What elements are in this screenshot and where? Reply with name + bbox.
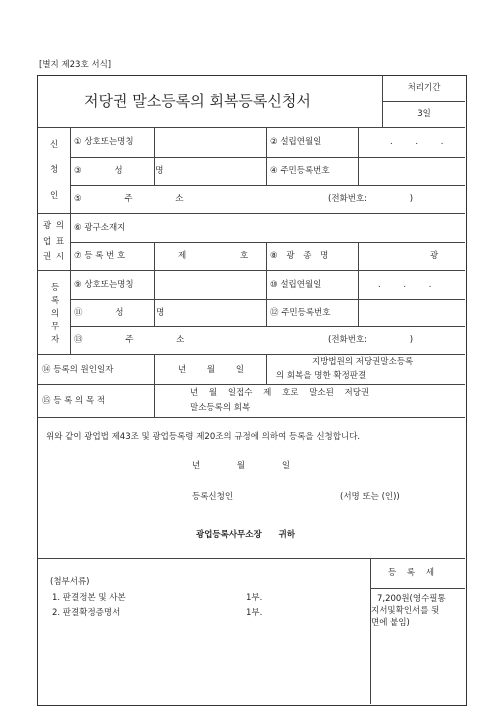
processing-period-label: 처리기간 bbox=[407, 83, 441, 93]
obligor-group-char: 록 bbox=[51, 296, 60, 306]
obligor-founding-date-label: ⑩ 설립연월일 bbox=[270, 280, 322, 290]
attachment-count: 1부. bbox=[246, 593, 263, 603]
obligor-founding-date-value[interactable]: . . . bbox=[378, 280, 442, 290]
registration-tax-line1: 7,200원(영수필통 bbox=[377, 594, 446, 604]
cause-text-line2: 의 회복을 명한 확정판결 bbox=[276, 371, 367, 381]
mineral-type-label: ⑧ 광 종 명 bbox=[270, 251, 329, 261]
obligor-id-label: ⑫ 주민등록번호 bbox=[270, 308, 331, 318]
mining-group-char: 광 의 bbox=[43, 221, 66, 231]
applicant-address-label: ⑤ 주 소 bbox=[74, 194, 184, 204]
applicant-group-char: 신 bbox=[50, 140, 59, 150]
applicant-name-value[interactable] bbox=[156, 138, 264, 148]
obligor-group-char: 등 bbox=[51, 283, 60, 293]
applicant-person-label: ③ 성 명 bbox=[74, 166, 164, 176]
registration-number-prefix: 제 bbox=[178, 251, 187, 261]
attachments-header: (첨부서류) bbox=[50, 577, 90, 587]
processing-period-value: 3일 bbox=[417, 109, 431, 119]
signature-seal-mark[interactable]: (서명 또는 (인)) bbox=[340, 492, 400, 502]
obligor-group-char: 무 bbox=[51, 322, 60, 332]
registration-tax-line3: 면에 붙임) bbox=[371, 618, 410, 628]
cause-date-label: ⑭ 등록의 원인일자 bbox=[42, 365, 114, 375]
mine-location-label: ⑥ 광구소재지 bbox=[74, 223, 126, 233]
addressee: 광업등록사무소장 귀하 bbox=[196, 530, 296, 540]
obligor-group-char: 자 bbox=[51, 335, 60, 345]
applicant-founding-date-label: ② 설립연월일 bbox=[270, 137, 322, 147]
attachment-count: 1부. bbox=[246, 608, 263, 618]
registration-number-label: ⑦ 등 록 번 호 bbox=[74, 251, 126, 261]
obligor-name-label: ⑨ 상호또는명칭 bbox=[74, 280, 134, 290]
registration-tax-label: 등 록 세 bbox=[388, 568, 439, 578]
applicant-id-label: ④ 주민등록번호 bbox=[270, 166, 330, 176]
attachment-item: 1. 판결정본 및 사본 bbox=[52, 593, 126, 603]
application-statement: 위와 같이 광업법 제43조 및 광업등록령 제20조의 규정에 의하여 등록을 신청합니다. bbox=[46, 432, 361, 442]
applicant-phone[interactable]: (전화번호: ) bbox=[328, 194, 414, 204]
applicant-founding-date-value[interactable]: . . . bbox=[390, 137, 454, 147]
form-title: 저당권 말소등록의 회복등록신청서 bbox=[84, 92, 311, 110]
applicant-group-char: 청 bbox=[50, 165, 59, 175]
purpose-line2: 말소등록의 회복 bbox=[190, 403, 251, 413]
obligor-address-label: ⑬ 주 소 bbox=[74, 335, 185, 345]
mining-group-char: 업 표 bbox=[43, 237, 66, 247]
purpose-label: ⑮ 등 록 의 목 적 bbox=[42, 396, 106, 406]
obligor-person-label: ⑪ 성 명 bbox=[74, 308, 165, 318]
cause-text-line1: 지방법원의 저당권말소등록 bbox=[312, 357, 414, 367]
mining-group-char: 권 시 bbox=[43, 252, 66, 262]
form-number-tag: [별지 제23호 서식] bbox=[39, 60, 112, 70]
registration-tax-line2: 지서및확인서를 뒷 bbox=[371, 606, 440, 616]
registration-number-suffix: 호 bbox=[240, 251, 249, 261]
obligor-group-char: 의 bbox=[51, 309, 60, 319]
cause-date-value[interactable]: 년 월 일 bbox=[178, 365, 245, 375]
applicant-name-label: ① 상호또는명칭 bbox=[74, 137, 134, 147]
applicant-group-char: 인 bbox=[50, 191, 59, 201]
attachment-item: 2. 판결확정증명서 bbox=[52, 608, 121, 618]
purpose-line1: 년 월 일접수 제 호로 말소된 저당권 bbox=[190, 388, 370, 398]
sign-date[interactable]: 년 월 일 bbox=[192, 461, 291, 471]
obligor-phone[interactable]: (전화번호: ) bbox=[328, 335, 414, 345]
mineral-type-unit: 광 bbox=[430, 251, 439, 261]
applicant-signature-label: 등록신청인 bbox=[192, 492, 234, 502]
